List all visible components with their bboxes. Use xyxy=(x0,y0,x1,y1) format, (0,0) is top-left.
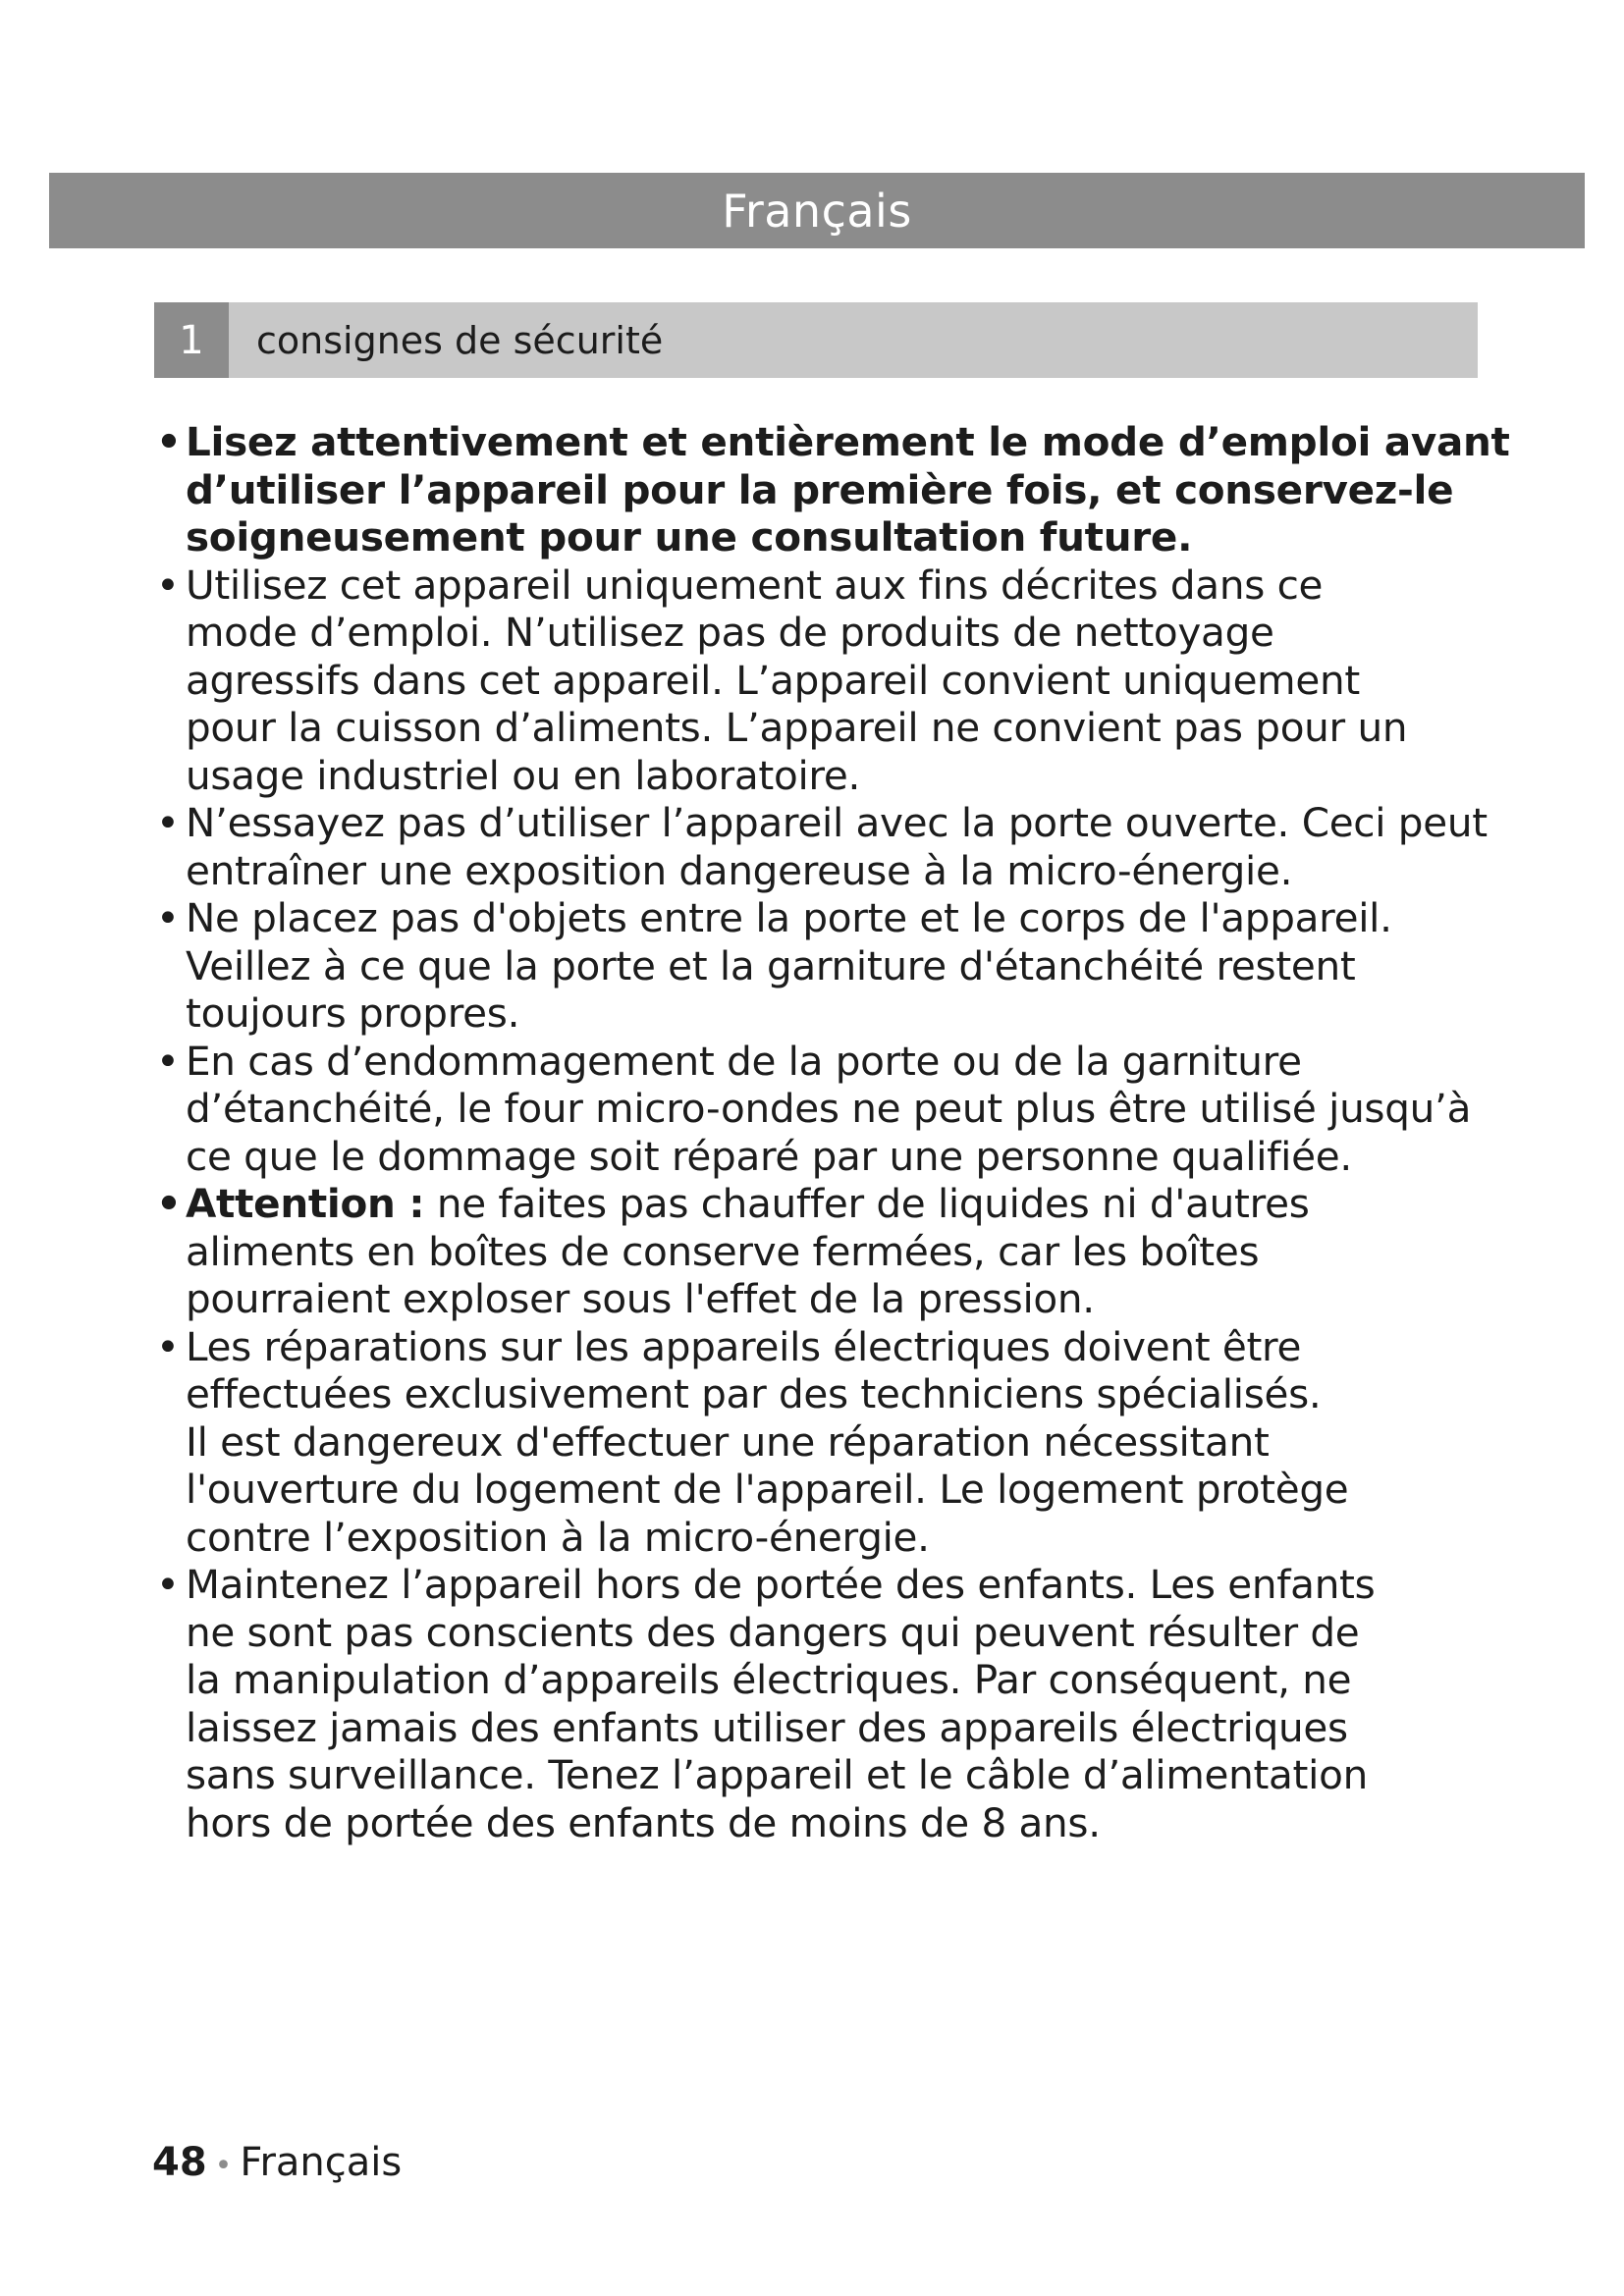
bullet-icon: • xyxy=(156,799,180,846)
bullet-icon: • xyxy=(156,1037,180,1085)
text-line: En cas d’endommagement de la porte ou de la garniture xyxy=(186,1037,1302,1085)
text-line: toujours propres. xyxy=(186,989,520,1037)
list-item xyxy=(154,799,1489,894)
attention-text: ne faites pas chauffer de liquides ni d'autres xyxy=(424,1180,1310,1227)
list-item xyxy=(154,894,1489,1038)
bullet-icon: • xyxy=(156,894,180,941)
language-header-title: Français xyxy=(722,184,912,238)
page-footer xyxy=(152,2140,402,2185)
text-line: laissez jamais des enfants utiliser des appareils électriques xyxy=(186,1703,1348,1751)
footer-language: Français xyxy=(240,2140,403,2185)
text-line: agressifs dans cet appareil. L’appareil convient uniquement xyxy=(186,656,1360,704)
text-line: pourraient exploser sous l'effet de la pression. xyxy=(186,1275,1095,1322)
text-line: pour la cuisson d’aliments. L’appareil ne convient pas pour un xyxy=(186,704,1408,751)
text-line: soigneusement pour une consultation future. xyxy=(186,513,1193,561)
text-line: usage industriel ou en laboratoire. xyxy=(186,751,861,799)
bullet-icon: • xyxy=(156,418,182,465)
text-line: sans surveillance. Tenez l’appareil et le câble d’alimentation xyxy=(186,1751,1368,1798)
bullet-icon: • xyxy=(156,561,180,609)
list-item xyxy=(154,1038,1489,1181)
text-line: d’utiliser l’appareil pour la première fois, et conservez-le xyxy=(186,465,1454,513)
text-line: Il est dangereux d'effectuer une réparation nécessitant xyxy=(186,1417,1270,1466)
text-line: mode d’emploi. N’utilisez pas de produits de nettoyage xyxy=(186,609,1274,656)
language-header xyxy=(49,173,1585,248)
text-line: Les réparations sur les appareils électriques doivent être xyxy=(186,1322,1302,1370)
text-line: N’essayez pas d’utiliser l’appareil avec la porte ouverte. Ceci peut xyxy=(186,799,1488,846)
text-line: Maintenez l’appareil hors de portée des enfants. Les enfants xyxy=(186,1561,1376,1608)
text-line: l'ouverture du logement de l'appareil. Le logement protège xyxy=(186,1466,1349,1513)
text-line: Ne placez pas d'objets entre la porte et le corps de l'appareil. xyxy=(186,894,1392,941)
list-item xyxy=(154,1323,1489,1562)
bullet-icon: • xyxy=(156,1561,180,1608)
list-item xyxy=(154,1561,1489,1846)
text-line xyxy=(186,1180,1489,1228)
text-line: la manipulation d’appareils électriques. Par conséquent, ne xyxy=(186,1656,1352,1703)
page-number: 48 xyxy=(152,2140,207,2185)
text-line: d’étanchéité, le four micro-ondes ne peut plus être utilisé jusqu’à xyxy=(186,1085,1472,1132)
attention-label: Attention : xyxy=(186,1180,425,1227)
text-line: Veillez à ce que la porte et la garniture d'étanchéité restent xyxy=(186,941,1356,989)
text-line: effectuées exclusivement par des techniciens spécialisés. xyxy=(186,1370,1322,1417)
text-line: contre l’exposition à la micro-énergie. xyxy=(186,1513,930,1561)
text-line: aliments en boîtes de conserve fermées, car les boîtes xyxy=(186,1227,1260,1275)
section-title: consignes de sécurité xyxy=(256,318,664,362)
section-number: 1 xyxy=(154,302,229,378)
text-line: ce que le dommage soit réparé par une personne qualifiée. xyxy=(186,1132,1352,1180)
list-item-attention xyxy=(154,1180,1489,1323)
bullet-icon: • xyxy=(156,1180,182,1227)
text-line: ne sont pas conscients des dangers qui peuvent résulter de xyxy=(186,1608,1360,1656)
footer-separator: • xyxy=(214,2149,233,2183)
list-item xyxy=(154,418,1510,561)
section-heading xyxy=(154,302,1478,378)
bullet-icon: • xyxy=(156,1322,180,1370)
safety-instructions-list xyxy=(154,418,1510,1846)
text-line: Utilisez cet appareil uniquement aux fins décrites dans ce xyxy=(186,561,1324,609)
text-line: entraîner une exposition dangereuse à la micro-énergie. xyxy=(186,846,1293,894)
list-item xyxy=(154,561,1489,800)
text-line: Lisez attentivement et entièrement le mode d’emploi avant xyxy=(186,418,1510,465)
text-line: hors de portée des enfants de moins de 8 ans. xyxy=(186,1798,1101,1846)
